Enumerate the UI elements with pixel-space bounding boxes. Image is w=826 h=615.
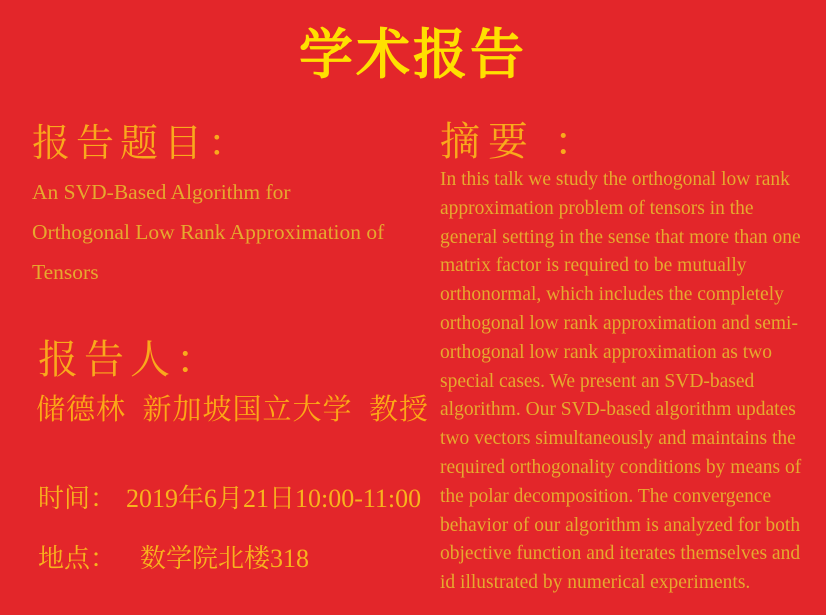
talk-title bbox=[32, 172, 384, 292]
abstract-line: the polar decomposition. The convergence bbox=[440, 485, 772, 507]
place-value: 数学院北楼318 bbox=[140, 544, 310, 573]
time-row bbox=[38, 478, 421, 515]
abstract-heading: 摘要 ： bbox=[440, 119, 602, 164]
abstract-line: algorithm. Our SVD-based algorithm updates bbox=[440, 399, 796, 421]
time-value: 2019年6月21日10:00-11:00 bbox=[126, 484, 422, 513]
speaker-name: 储德林 新加坡国立大学 教授 bbox=[36, 394, 430, 426]
place-row bbox=[38, 538, 309, 575]
topic-heading: 报告题目： bbox=[32, 123, 253, 165]
page-title: 学术报告 bbox=[299, 25, 527, 85]
abstract-line: In this talk we study the orthogonal low rank bbox=[440, 169, 790, 190]
talk-title-line: An SVD-Based Algorithm for bbox=[32, 180, 291, 204]
abstract-line: general setting in the sense that more than one bbox=[440, 226, 801, 248]
time-label: 时间： bbox=[38, 484, 117, 513]
abstract-line: required orthogonality conditions by means of bbox=[440, 456, 802, 478]
abstract-line: special cases. We present an SVD-based bbox=[440, 370, 755, 392]
abstract-line: two vectors simultaneously and maintains the bbox=[440, 428, 796, 450]
abstract-line: objective function and iterates themselves and bbox=[440, 543, 801, 565]
abstract-line: id illustrated by numerical experiments. bbox=[440, 572, 751, 594]
speaker-heading: 报告人： bbox=[38, 337, 222, 382]
abstract-line: approximation problem of tensors in the bbox=[440, 197, 754, 219]
abstract-line: orthonormal, which includes the completely bbox=[440, 284, 784, 306]
abstract-line: behavior of our algorithm is analyzed for both bbox=[440, 514, 801, 536]
abstract-line: orthogonal low rank approximation and semi- bbox=[440, 312, 798, 334]
abstract-line: matrix factor is required to be mutually bbox=[440, 255, 747, 277]
abstract-line: orthogonal low rank approximation as two bbox=[440, 341, 772, 363]
talk-title-line: Tensors bbox=[32, 260, 99, 284]
abstract-text bbox=[440, 166, 826, 598]
talk-title-line: Orthogonal Low Rank Approximation of bbox=[32, 220, 385, 244]
place-label: 地点： bbox=[38, 544, 117, 573]
